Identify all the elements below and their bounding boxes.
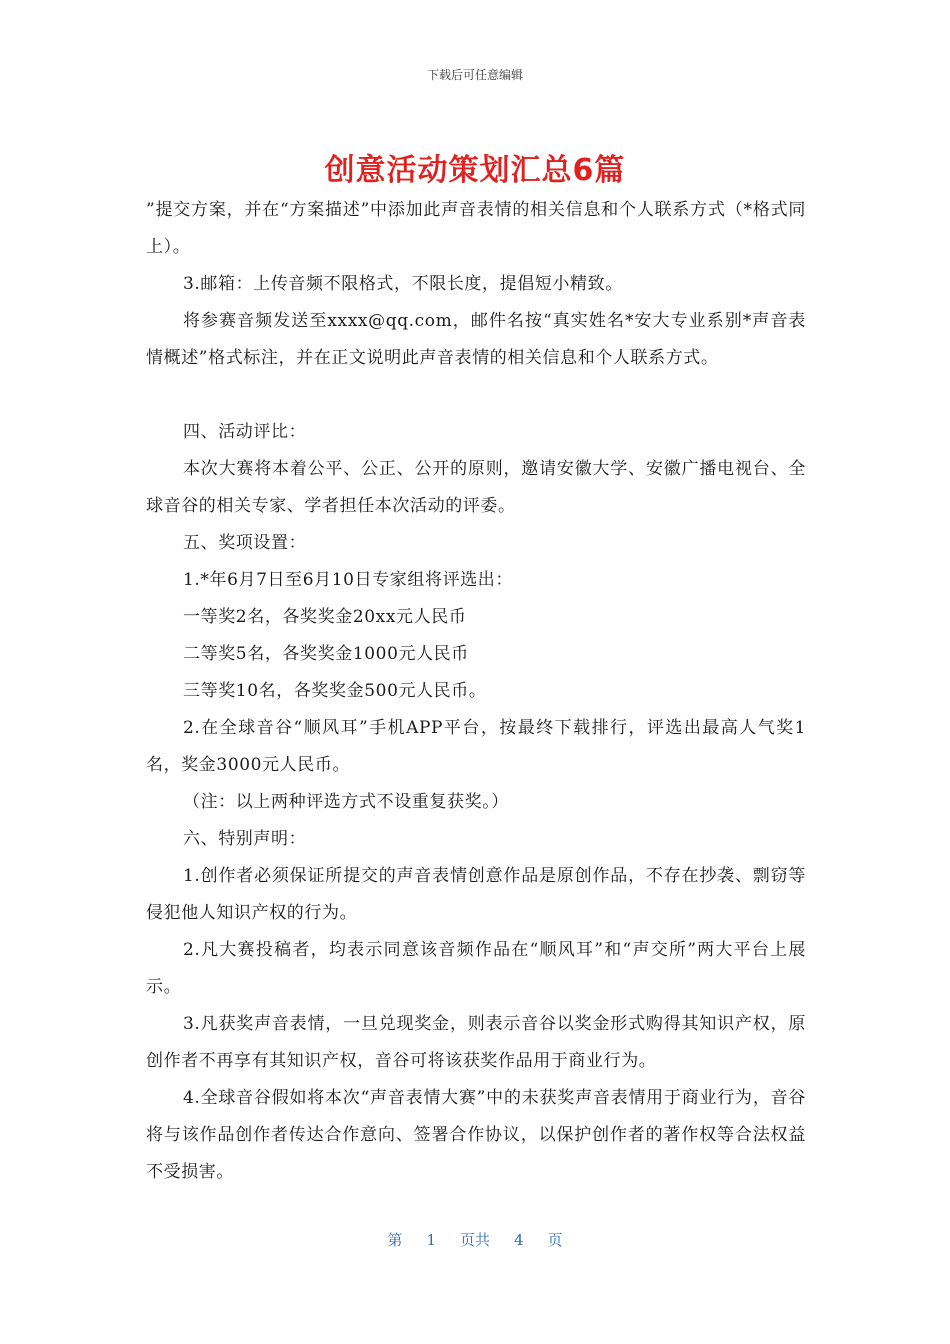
paragraph: 2.在全球音谷“顺风耳”手机APP平台，按最终下载排行，评选出最高人气奖1名，奖金3000元人民币。 [146,718,806,775]
footer-end-label: 页 [547,1231,563,1249]
paragraph-gap [146,377,806,414]
page-footer [0,1229,950,1250]
paragraph: 二等奖5名，各奖奖金1000元人民币 [183,644,469,664]
footer-of-label: 页共 [459,1231,490,1249]
page-header: 下载后可任意编辑 [426,68,523,82]
paragraph: 3.邮箱：上传音频不限格式，不限长度，提倡短小精致。 [183,274,623,294]
document-title: 创意活动策划汇总6篇 [324,153,626,188]
paragraph: 4.全球音谷假如将本次“声音表情大赛”中的未获奖声音表情用于商业行为，音谷将与该作品创作者传达合作意向、签署合作协议，以保护创作者的著作权等合法权益不受损害。 [146,1088,806,1182]
paragraph: 三等奖10名，各奖奖金500元人民币。 [183,681,487,701]
section-heading: 五、奖项设置： [183,533,307,553]
paragraph: （注：以上两种评选方式不设重复获奖。） [183,792,509,812]
paragraph: 一等奖2名，各奖奖金20xx元人民币 [183,607,467,627]
paragraph: ”提交方案，并在“方案描述”中添加此声音表情的相关信息和个人联系方式（*格式同上）。 [146,200,806,257]
footer-page-number: 1 [426,1231,436,1249]
paragraph: 2.凡大赛投稿者，均表示同意该音频作品在“顺风耳”和“声交所”两大平台上展示。 [146,940,806,997]
footer-page-label: 第 [387,1231,403,1249]
section-heading: 四、活动评比： [183,422,307,442]
document-body [146,192,806,1191]
section-heading: 六、特别声明： [183,829,307,849]
paragraph: 1.*年6月7日至6月10日专家组将评选出： [183,570,513,590]
paragraph: 将参赛音频发送至xxxx@qq.com，邮件名按“真实姓名*安大专业系别*声音表情概述”格式标注，并在正文说明此声音表情的相关信息和个人联系方式。 [146,311,806,368]
paragraph: 1.创作者必须保证所提交的声音表情创意作品是原创作品，不存在抄袭、剽窃等侵犯他人知识产权的行为。 [146,866,806,923]
paragraph: 3.凡获奖声音表情，一旦兑现奖金，则表示音谷以奖金形式购得其知识产权，原创作者不再享有其知识产权，音谷可将该获奖作品用于商业行为。 [146,1014,806,1071]
paragraph: 本次大赛将本着公平、公正、公开的原则，邀请安徽大学、安徽广播电视台、全球音谷的相关专家、学者担任本次活动的评委。 [146,459,806,516]
footer-total-pages: 4 [514,1231,524,1249]
